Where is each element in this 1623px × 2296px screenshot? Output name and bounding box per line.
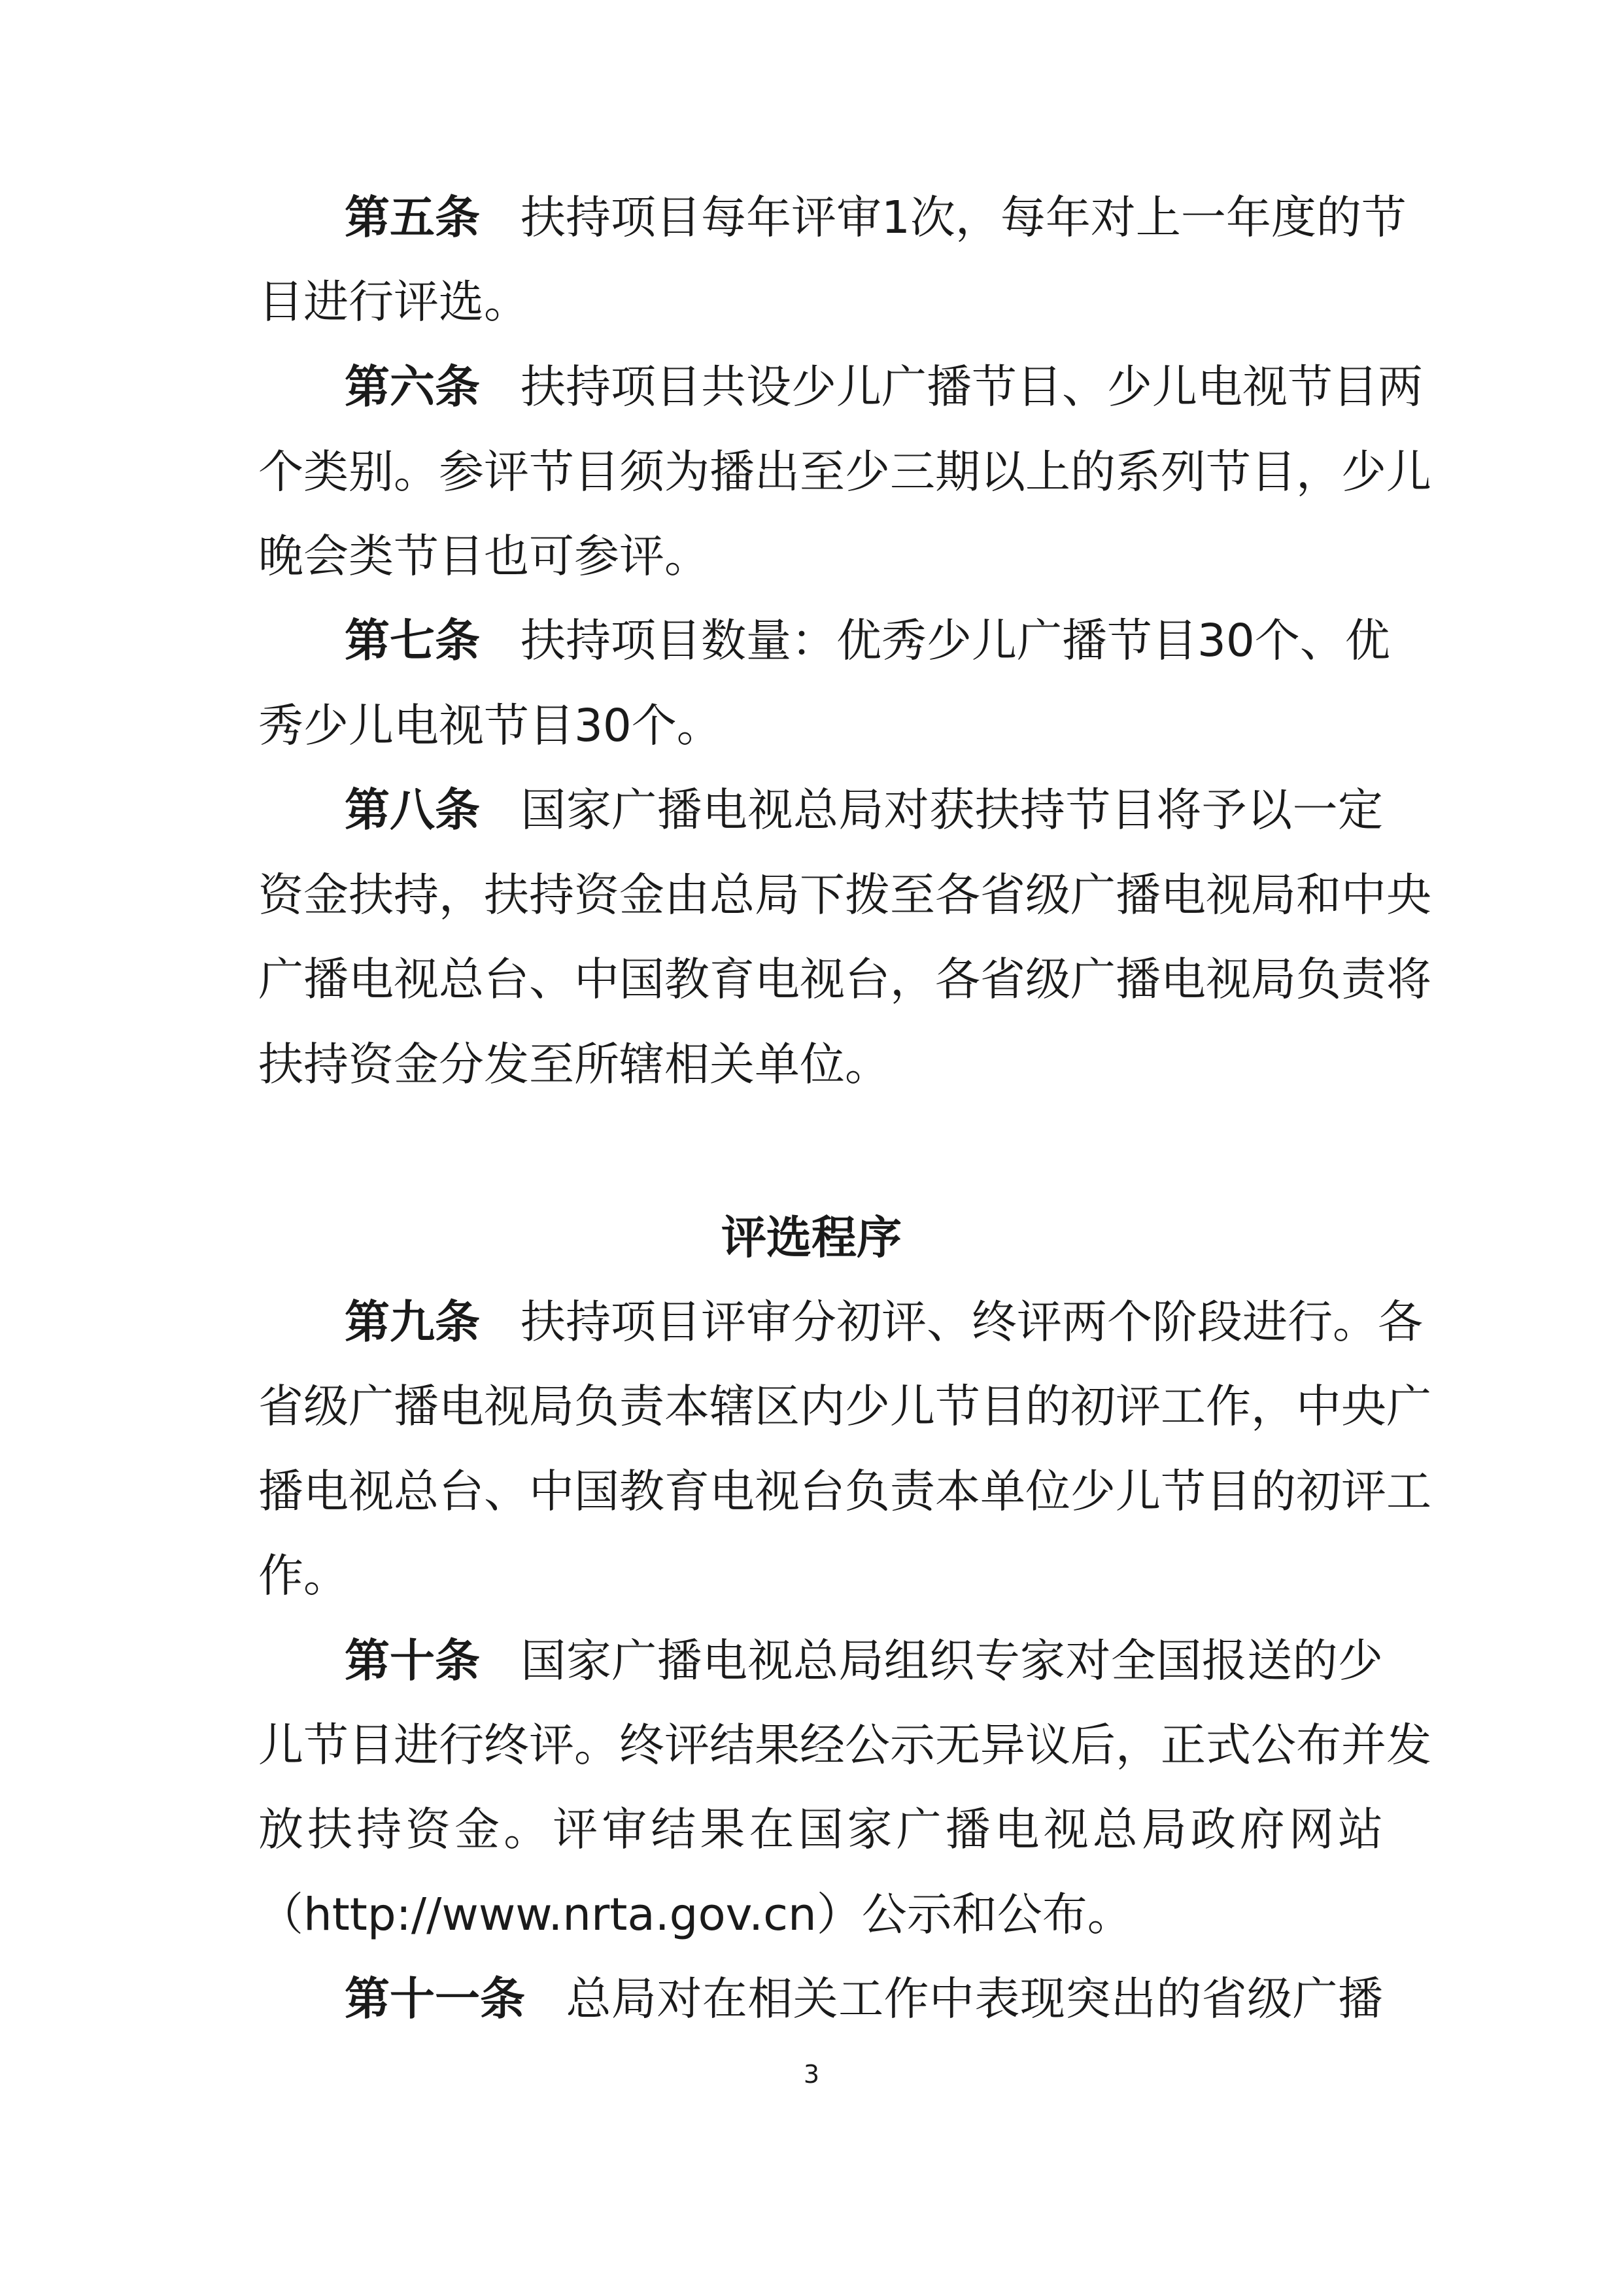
article-8-line: 资金扶持，扶持资金由总局下拨至各省级广播电视局和中央 [258,869,1431,921]
article-8-first-line [345,778,1383,843]
article-text: 总局对在相关工作中表现突出的省级广播 [566,1973,1383,2025]
article-text: 国家广播电视总局组织专家对全国报送的少 [521,1635,1383,1687]
article-label: 第五条 [345,192,480,244]
article-10-line: 儿节目进行终评。终评结果经公示无异议后，正式公布并发 [258,1719,1431,1772]
article-6-first-line [345,354,1423,420]
article-8-line: 扶持资金分发至所辖相关单位。 [258,1038,890,1091]
article-5-line: 目进行评选。 [258,276,529,328]
article-5-first-line [345,185,1407,250]
article-text: 国家广播电视总局对获扶持节目将予以一定 [521,784,1383,836]
article-text: 扶持项目每年评审1次，每年对上一年度的节 [521,192,1407,244]
article-text: 扶持项目共设少儿广播节目、少儿电视节目两 [521,361,1423,413]
article-text: 扶持项目评审分初评、终评两个阶段进行。各 [521,1296,1423,1348]
article-label: 第十条 [345,1635,480,1687]
section-heading: 评选程序 [721,1212,902,1264]
article-text: 扶持项目数量：优秀少儿广播节目30个、优 [521,615,1390,667]
article-9-line: 播电视总台、中国教育电视台负责本单位少儿节目的初评工 [258,1465,1431,1518]
article-label: 第六条 [345,361,480,413]
article-9-first-line [345,1290,1423,1355]
article-9-line: 省级广播电视局负责本辖区内少儿节目的初评工作，中央广 [258,1380,1431,1433]
article-10-line: 放扶持资金。评审结果在国家广播电视总局政府网站 [258,1804,1383,1856]
article-7-line: 秀少儿电视节目30个。 [258,700,722,752]
article-6-line: 个类别。参评节目须为播出至少三期以上的系列节目，少儿 [258,446,1431,498]
article-label: 第八条 [345,784,480,836]
article-label: 第九条 [345,1296,480,1348]
article-11-first-line [345,1966,1383,2032]
article-10-line: （http://www.nrta.gov.cn）公示和公布。 [258,1889,1133,1941]
article-8-line: 广播电视总台、中国教育电视台，各省级广播电视局负责将 [258,953,1431,1006]
article-label: 第七条 [345,615,480,667]
article-label: 第十一条 [345,1973,525,2025]
article-9-line: 作。 [258,1550,349,1602]
page-number: 3 [803,2060,820,2089]
article-7-first-line [345,608,1390,674]
article-10-first-line [345,1628,1383,1694]
article-6-line: 晚会类节目也可参评。 [258,530,709,583]
